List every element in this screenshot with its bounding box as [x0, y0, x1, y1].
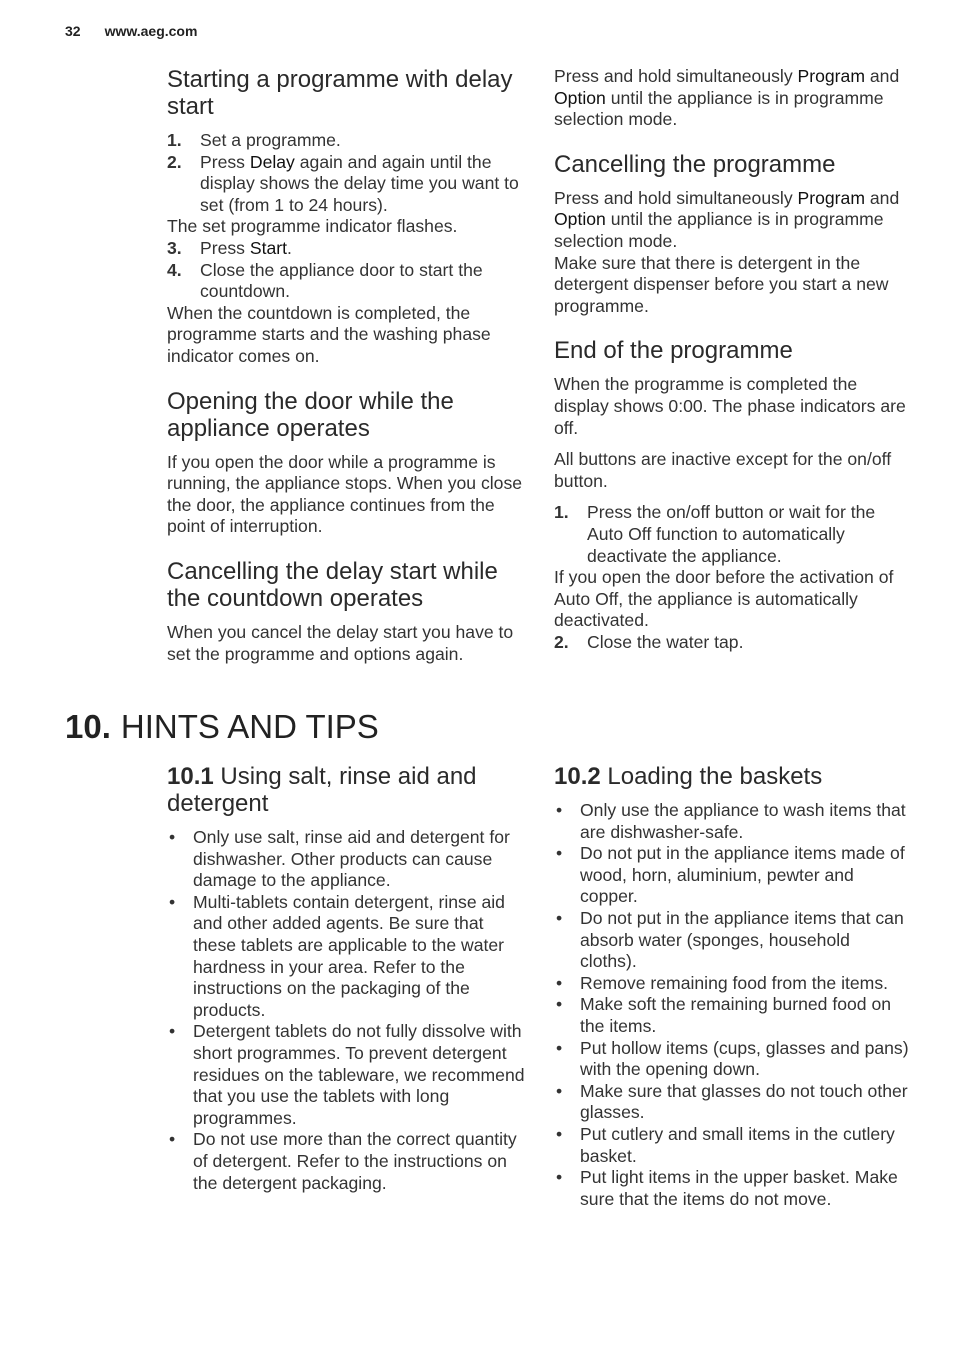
website-url: www.aeg.com: [104, 23, 198, 39]
list-item: • Multi-tablets contain detergent, rinse aid and other added agents. Be sure that these tablets are applicable to the water hardness in your area. Refer to the instructions on the packaging of the products.: [167, 892, 529, 1022]
delay-start-note: The set programme indicator flashes.: [167, 216, 458, 237]
list-item: • Do not use more than the correct quantity of detergent. Refer to the instructions on the detergent packaging.: [167, 1129, 529, 1194]
option-button-label: Option: [554, 87, 606, 108]
chapter-number: 10.: [65, 708, 111, 745]
list-item: • Remove remaining food from the items.: [554, 973, 910, 995]
end-programme-paragraph-1: When the programme is completed the display shows 0:00. The phase indicators are off.: [554, 374, 906, 438]
page-header: [65, 23, 197, 39]
cancel-programme-paragraph: Press and hold simultaneously Program and Option until the appliance is in programme selection mode.: [554, 187, 900, 251]
end-programme-note: If you open the door before the activation of Auto Off, the appliance is automatically deactivated.: [554, 567, 894, 631]
section-number: 10.1: [167, 763, 214, 790]
salt-section: [167, 763, 529, 1194]
list-item: • Make soft the remaining burned food on the items.: [554, 994, 910, 1037]
list-item: 1. Set a programme.: [167, 130, 341, 150]
chapter-title: HINTS AND TIPS: [120, 708, 379, 745]
list-item: 3. Press Start.: [167, 237, 292, 258]
top-right-paragraph: Press and hold simultaneously Program and Option until the appliance is in programme selection mode.: [554, 66, 900, 130]
delay-button-label: Delay: [249, 151, 295, 172]
right-column-top: [554, 66, 910, 653]
opening-door-title: Opening the door while the appliance operates: [167, 387, 454, 442]
cancel-delay-paragraph: When you cancel the delay start you have to set the programme and options again.: [167, 621, 514, 664]
list-item: • Put light items in the upper basket. Make sure that the items do not move.: [554, 1167, 910, 1210]
list-item: • Only use the appliance to wash items that are dishwasher-safe.: [554, 800, 910, 843]
list-item: 4. Close the appliance door to start the countdown.: [167, 259, 483, 302]
end-programme-title: End of the programme: [554, 337, 793, 365]
list-item: 2. Close the water tap.: [554, 631, 744, 652]
list-item: • Detergent tablets do not fully dissolve with short programmes. To prevent detergent residues on the tableware, we recommend that you use the tablets with long programmes.: [167, 1021, 529, 1129]
list-item: • Do not put in the appliance items that can absorb water (sponges, household cloths).: [554, 908, 910, 973]
end-programme-steps-2: [554, 632, 910, 654]
delay-start-steps: [167, 130, 529, 216]
program-button-label: Program: [797, 187, 865, 208]
delay-start-paragraph: When the countdown is completed, the programme starts and the washing phase indicator comes on.: [167, 302, 491, 366]
list-item: • Make sure that glasses do not touch other glasses.: [554, 1081, 910, 1124]
end-programme-paragraph-2: All buttons are inactive except for the on/off button.: [554, 449, 892, 491]
option-button-label: Option: [554, 209, 606, 230]
salt-section-title: 10.1 Using salt, rinse aid and detergent: [167, 763, 477, 817]
cancel-programme-paragraph-2: Make sure that there is detergent in the detergent dispenser before you start a new programme.: [554, 252, 889, 316]
list-item: • Put hollow items (cups, glasses and pans) with the opening down.: [554, 1038, 910, 1081]
page-number: 32: [65, 23, 81, 39]
cancel-delay-title: Cancelling the delay start while the countdown operates: [167, 557, 498, 612]
section-number: 10.2: [554, 763, 601, 790]
loading-section: [554, 763, 910, 1210]
list-item: • Only use salt, rinse aid and detergent for dishwasher. Other products can cause damage to the appliance.: [167, 827, 529, 892]
list-item: • Put cutlery and small items in the cutlery basket.: [554, 1124, 910, 1167]
cancel-programme-title: Cancelling the programme: [554, 150, 836, 178]
loading-section-title: 10.2 Loading the baskets: [554, 763, 823, 790]
list-item: 2. Press Delay again and again until the display shows the delay time you want to set (from 1 to 24 hours).: [167, 151, 519, 215]
salt-bullet-list: [167, 827, 529, 1194]
list-item: 1. Press the on/off button or wait for the Auto Off function to automatically deactivate the appliance.: [554, 502, 876, 566]
delay-start-steps-2: [167, 238, 529, 303]
delay-start-title: Starting a programme with delay start: [167, 66, 513, 120]
start-button-label: Start: [249, 237, 288, 258]
list-item: • Do not put in the appliance items made of wood, horn, aluminium, pewter and copper.: [554, 843, 910, 908]
left-column-top: [167, 66, 529, 665]
loading-bullet-list: [554, 800, 910, 1210]
program-button-label: Program: [797, 66, 865, 86]
end-programme-steps: [554, 502, 910, 567]
opening-door-paragraph: If you open the door while a programme is running, the appliance stops. When you close the door, the appliance continues from the point of interruption.: [167, 451, 523, 537]
chapter-heading: [65, 708, 379, 746]
